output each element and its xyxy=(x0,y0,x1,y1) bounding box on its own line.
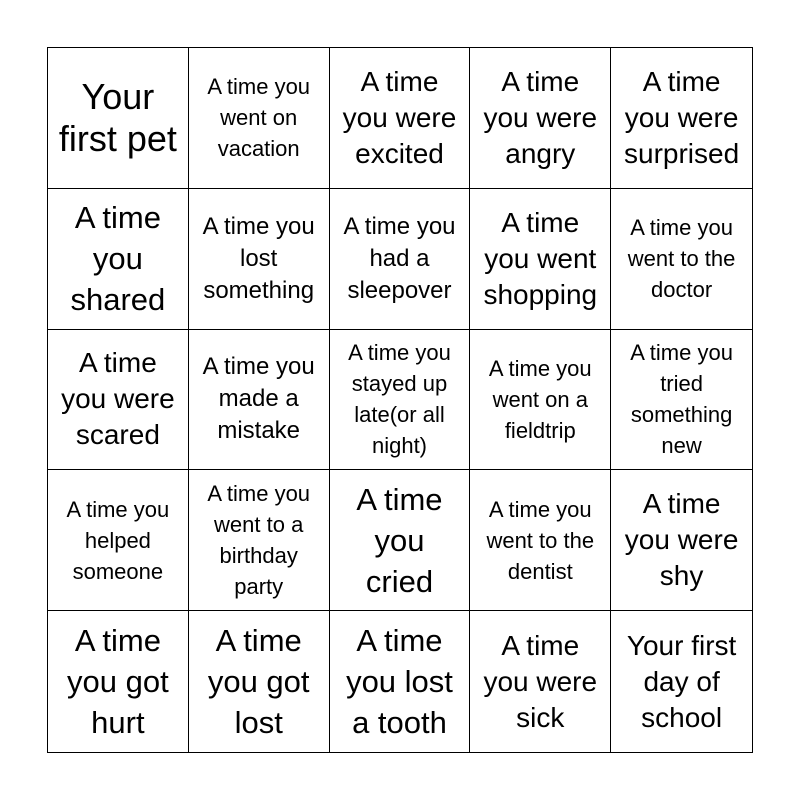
bingo-cell-text: A time you were surprised xyxy=(624,65,740,169)
bingo-cell-r1-c3[interactable] xyxy=(330,48,471,189)
bingo-board xyxy=(47,47,753,753)
bingo-cell-r5-c4[interactable] xyxy=(470,611,611,752)
bingo-cell-r1-c2[interactable] xyxy=(189,48,330,189)
bingo-cell-r2-c3[interactable] xyxy=(330,189,471,330)
bingo-cell-text: A time you shared xyxy=(70,200,166,318)
bingo-cell-text: A time you got lost xyxy=(207,623,310,741)
bingo-cell-r3-c2[interactable] xyxy=(189,330,330,471)
bingo-cell-r1-c1[interactable] xyxy=(48,48,189,189)
bingo-cell-r3-c4[interactable] xyxy=(470,330,611,471)
bingo-cell-r4-c5[interactable] xyxy=(611,470,752,611)
bingo-cell-text: A time you got hurt xyxy=(67,623,169,741)
bingo-cell-r2-c5[interactable] xyxy=(611,189,752,330)
bingo-cell-r4-c2[interactable] xyxy=(189,470,330,611)
bingo-cell-text: Your first pet xyxy=(58,75,177,159)
bingo-cell-text: A time you lost a tooth xyxy=(346,623,453,741)
bingo-cell-text: A time you were scared xyxy=(61,347,175,451)
bingo-cell-text: A time you cried xyxy=(356,481,443,599)
bingo-cell-r4-c1[interactable] xyxy=(48,470,189,611)
bingo-cell-r4-c3[interactable] xyxy=(330,470,471,611)
bingo-cell-r2-c1[interactable] xyxy=(48,189,189,330)
bingo-cell-text: A time you went shopping xyxy=(483,206,598,310)
bingo-cell-r3-c3[interactable] xyxy=(330,330,471,471)
bingo-cell-text: A time you went to the doctor xyxy=(627,215,736,303)
bingo-cell-text: A time you tried something new xyxy=(630,340,733,459)
bingo-cell-text: Your first day of school xyxy=(626,629,737,733)
bingo-cell-text: A time you went to the dentist xyxy=(486,496,595,584)
bingo-cell-text: A time you went to a birthday party xyxy=(207,481,311,600)
bingo-cell-text: A time you lost something xyxy=(202,212,315,304)
bingo-cell-r4-c4[interactable] xyxy=(470,470,611,611)
bingo-cell-r5-c1[interactable] xyxy=(48,611,189,752)
bingo-cell-text: A time you went on a fieldtrip xyxy=(488,355,592,443)
bingo-cell-r1-c4[interactable] xyxy=(470,48,611,189)
bingo-cell-r3-c5[interactable] xyxy=(611,330,752,471)
bingo-cell-text: A time you had a sleepover xyxy=(343,212,456,304)
bingo-cell-r3-c1[interactable] xyxy=(48,330,189,471)
bingo-cell-text: A time you went on vacation xyxy=(207,74,311,162)
bingo-cell-r2-c4[interactable] xyxy=(470,189,611,330)
bingo-cell-text: A time you stayed up late(or all night) xyxy=(348,340,451,459)
bingo-cell-text: A time you were angry xyxy=(483,65,598,169)
bingo-cell-r5-c2[interactable] xyxy=(189,611,330,752)
bingo-cell-text: A time you were sick xyxy=(483,629,598,733)
bingo-cell-r2-c2[interactable] xyxy=(189,189,330,330)
bingo-cell-r5-c5[interactable] xyxy=(611,611,752,752)
bingo-cell-text: A time you were excited xyxy=(342,65,457,169)
bingo-cell-text: A time you were shy xyxy=(624,488,739,592)
bingo-cell-r5-c3[interactable] xyxy=(330,611,471,752)
bingo-cell-text: A time you made a mistake xyxy=(202,353,315,445)
bingo-cell-r1-c5[interactable] xyxy=(611,48,752,189)
bingo-cell-text: A time you helped someone xyxy=(66,496,170,584)
